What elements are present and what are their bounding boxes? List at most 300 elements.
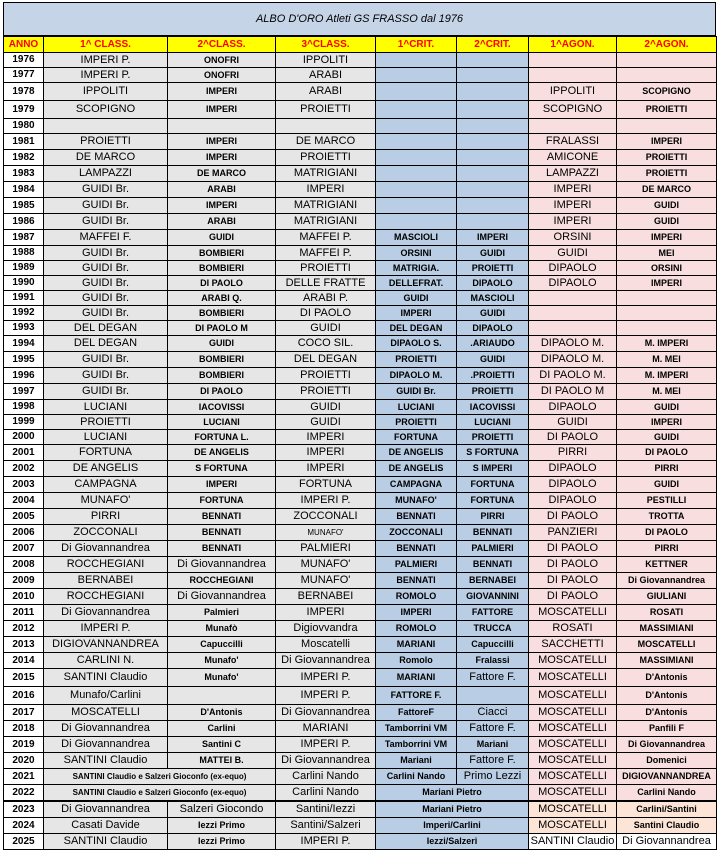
cell-anno: 2015	[4, 669, 44, 687]
table-row	[4, 818, 717, 834]
cell-agon-1: DI PAOLO	[529, 430, 617, 445]
cell-crit-1	[376, 198, 457, 214]
cell-anno: 1990	[4, 276, 44, 291]
cell-anno: 2020	[4, 753, 44, 769]
cell-class-1: DIGIOVANNANDREA	[44, 637, 168, 653]
cell-class-3: PROIETTI	[276, 150, 376, 166]
cell-agon-1: MOSCATELLI	[529, 721, 617, 737]
cell-class-2: Di Giovannandrea	[168, 557, 276, 573]
table-row	[4, 477, 717, 493]
header-1-class: 1^ CLASS.	[44, 37, 168, 53]
table-row	[4, 621, 717, 637]
cell-agon-1: DI PAOLO	[529, 541, 617, 557]
cell-anno: 1989	[4, 261, 44, 276]
cell-agon-1: SCOPIGNO	[529, 101, 617, 119]
cell-class-1: Casati Davide	[44, 818, 168, 834]
cell-agon-1: DI PAOLO M	[529, 384, 617, 400]
cell-agon-2: MOSCATELLI	[617, 637, 717, 653]
cell-agon-1: DIPAOLO	[529, 261, 617, 276]
cell-crit-2: .ARIAUDO	[457, 336, 529, 352]
cell-class-3: IPPOLITI	[276, 53, 376, 68]
cell-crit-1-2: Iezzi/Salzeri	[376, 834, 529, 850]
cell-agon-1: MOSCATELLI	[529, 769, 617, 785]
cell-crit-2: GUIDI	[457, 352, 529, 368]
cell-agon-2: IMPERI	[617, 134, 717, 150]
cell-crit-2: GUIDI	[457, 306, 529, 321]
cell-class-2: DE MARCO	[168, 166, 276, 182]
table-row	[4, 541, 717, 557]
cell-agon-2: DIGIOVANNANDREA	[617, 769, 717, 785]
cell-class-1: Di Giovannandrea	[44, 605, 168, 621]
cell-anno: 1999	[4, 415, 44, 430]
cell-class-1: GUIDI Br.	[44, 368, 168, 384]
cell-class-1: Munafo/Carlini	[44, 687, 168, 705]
cell-anno: 1983	[4, 166, 44, 182]
cell-class-3: MAFFEI P.	[276, 230, 376, 246]
cell-anno: 2008	[4, 557, 44, 573]
cell-crit-2: FORTUNA	[457, 493, 529, 509]
cell-agon-2	[617, 306, 717, 321]
cell-class-2: IMPERI	[168, 150, 276, 166]
cell-class-3: Di Giovannandrea	[276, 653, 376, 669]
cell-class-2	[168, 687, 276, 705]
cell-class-2: ARABI	[168, 214, 276, 230]
cell-agon-1: DIPAOLO	[529, 461, 617, 477]
cell-class-1: GUIDI Br.	[44, 246, 168, 261]
cell-crit-2: BENNATI	[457, 525, 529, 541]
cell-anno: 2009	[4, 573, 44, 589]
cell-anno: 1994	[4, 336, 44, 352]
cell-class-3: IMPERI	[276, 430, 376, 445]
cell-agon-1: DIPAOLO	[529, 400, 617, 415]
cell-agon-1: DI PAOLO	[529, 509, 617, 525]
cell-class-1: DEL DEGAN	[44, 336, 168, 352]
table-row	[4, 461, 717, 477]
cell-class-1: CARLINI N.	[44, 653, 168, 669]
cell-class-3: DEL DEGAN	[276, 352, 376, 368]
cell-class-3: MARIANI	[276, 721, 376, 737]
table-row	[4, 198, 717, 214]
cell-crit-1-2: Imperi/Carlini	[376, 818, 529, 834]
cell-crit-1-2: Mariani Pietro	[376, 801, 529, 818]
cell-class-3: Di Giovannandrea	[276, 705, 376, 721]
cell-anno: 2017	[4, 705, 44, 721]
cell-crit-1: LUCIANI	[376, 400, 457, 415]
table-row	[4, 214, 717, 230]
cell-crit-2	[457, 53, 529, 68]
cell-crit-1: GUIDI	[376, 291, 457, 306]
cell-anno: 2007	[4, 541, 44, 557]
cell-anno: 1978	[4, 83, 44, 101]
cell-agon-2: M. MEI	[617, 352, 717, 368]
cell-crit-1	[376, 214, 457, 230]
cell-class-2: GUIDI	[168, 336, 276, 352]
cell-agon-2	[617, 119, 717, 134]
cell-agon-2: KETTNER	[617, 557, 717, 573]
cell-class-2: BENNATI	[168, 525, 276, 541]
table-row	[4, 291, 717, 306]
cell-class-3: Digiovvandra	[276, 621, 376, 637]
cell-agon-2: PIRRI	[617, 461, 717, 477]
cell-crit-2: GIOVANNINI	[457, 589, 529, 605]
cell-agon-2: MASSIMIANI	[617, 621, 717, 637]
cell-crit-1: MARIANI	[376, 669, 457, 687]
cell-class-3: GUIDI	[276, 415, 376, 430]
cell-agon-1: MOSCATELLI	[529, 687, 617, 705]
cell-crit-1: FattoreF	[376, 705, 457, 721]
cell-class-2: BOMBIERI	[168, 368, 276, 384]
cell-crit-2: PROIETTI	[457, 430, 529, 445]
cell-crit-2: Ciacci	[457, 705, 529, 721]
cell-class-3: Moscatelli	[276, 637, 376, 653]
cell-class-3: PROIETTI	[276, 261, 376, 276]
cell-crit-2: DIPAOLO	[457, 276, 529, 291]
cell-agon-2: D'Antonis	[617, 669, 717, 687]
cell-class-3: IMPERI P.	[276, 669, 376, 687]
cell-agon-2: IMPERI	[617, 276, 717, 291]
cell-class-1: GUIDI Br.	[44, 352, 168, 368]
cell-class-2: GUIDI	[168, 230, 276, 246]
cell-agon-2: SCOPIGNO	[617, 83, 717, 101]
cell-agon-1: SACCHETTI	[529, 637, 617, 653]
cell-agon-1: SANTINI Claudio	[529, 834, 617, 850]
table-row	[4, 445, 717, 461]
cell-agon-2: Di Giovannandrea	[617, 737, 717, 753]
cell-class-1: CAMPAGNA	[44, 477, 168, 493]
cell-agon-1: MOSCATELLI	[529, 818, 617, 834]
table-row	[4, 246, 717, 261]
cell-anno: 1982	[4, 150, 44, 166]
table-row	[4, 306, 717, 321]
cell-class-1: Di Giovannandrea	[44, 737, 168, 753]
cell-agon-2: PESTILLI	[617, 493, 717, 509]
cell-crit-1: PALMIERI	[376, 557, 457, 573]
cell-crit-1	[376, 134, 457, 150]
cell-agon-1: MOSCATELLI	[529, 753, 617, 769]
cell-crit-2	[457, 150, 529, 166]
cell-agon-1	[529, 53, 617, 68]
cell-class-2: FORTUNA L.	[168, 430, 276, 445]
table-row	[4, 669, 717, 687]
cell-agon-2: Di Giovannandrea	[617, 834, 717, 850]
cell-class-2: ROCCHEGIANI	[168, 573, 276, 589]
cell-agon-1: MOSCATELLI	[529, 653, 617, 669]
cell-class-2: ARABI Q.	[168, 291, 276, 306]
cell-crit-1: Tamborrini VM	[376, 737, 457, 753]
cell-class-2: S FORTUNA	[168, 461, 276, 477]
cell-class-3	[276, 119, 376, 134]
cell-anno: 1985	[4, 198, 44, 214]
cell-crit-1: MUNAFO'	[376, 493, 457, 509]
cell-class-1: PIRRI	[44, 509, 168, 525]
cell-anno: 2014	[4, 653, 44, 669]
cell-class-2: ONOFRI	[168, 53, 276, 68]
cell-anno: 1997	[4, 384, 44, 400]
cell-agon-2: DI PAOLO	[617, 525, 717, 541]
cell-class-2: Salzeri Giocondo	[168, 801, 276, 818]
cell-class-3: GUIDI	[276, 321, 376, 336]
cell-crit-2	[457, 166, 529, 182]
cell-agon-1: DIPAOLO	[529, 493, 617, 509]
cell-anno: 2010	[4, 589, 44, 605]
cell-agon-1: IMPERI	[529, 198, 617, 214]
table-row	[4, 150, 717, 166]
cell-class-3: PROIETTI	[276, 101, 376, 119]
cell-agon-2: MEI	[617, 246, 717, 261]
header-3-class: 3^CLASS.	[276, 37, 376, 53]
cell-anno: 2006	[4, 525, 44, 541]
sheet-title: ALBO D'ORO Atleti GS FRASSO dal 1976	[3, 2, 716, 36]
cell-class-1	[44, 119, 168, 134]
cell-crit-2: FATTORE	[457, 605, 529, 621]
cell-class-3: PROIETTI	[276, 384, 376, 400]
cell-class-3: IMPERI P.	[276, 493, 376, 509]
cell-class-1: GUIDI Br.	[44, 384, 168, 400]
cell-crit-2: LUCIANI	[457, 415, 529, 430]
cell-crit-1	[376, 68, 457, 83]
cell-anno: 2023	[4, 801, 44, 818]
cell-class-1: Di Giovannandrea	[44, 721, 168, 737]
cell-class-2: DE ANGELIS	[168, 445, 276, 461]
cell-agon-1: AMICONE	[529, 150, 617, 166]
cell-class-2: DI PAOLO	[168, 384, 276, 400]
cell-anno: 2021	[4, 769, 44, 785]
cell-agon-1: GUIDI	[529, 246, 617, 261]
cell-agon-2: IMPERI	[617, 415, 717, 430]
cell-class-1: Di Giovannandrea	[44, 801, 168, 818]
cell-crit-1: GUIDI Br.	[376, 384, 457, 400]
cell-class-2: DI PAOLO	[168, 276, 276, 291]
cell-agon-2: Carlini/Santini	[617, 801, 717, 818]
cell-class-3: GUIDI	[276, 400, 376, 415]
cell-crit-1: Tamborrini VM	[376, 721, 457, 737]
cell-anno: 1992	[4, 306, 44, 321]
header-2-class: 2^CLASS.	[168, 37, 276, 53]
cell-anno: 1986	[4, 214, 44, 230]
cell-class-1: ROCCHEGIANI	[44, 557, 168, 573]
cell-crit-2: GUIDI	[457, 246, 529, 261]
cell-agon-2: GUIDI	[617, 430, 717, 445]
cell-agon-1: PIRRI	[529, 445, 617, 461]
cell-anno: 1988	[4, 246, 44, 261]
cell-class-1: SANTINI Claudio	[44, 753, 168, 769]
header-1-agon: 1^AGON.	[529, 37, 617, 53]
cell-crit-2: Capuccilli	[457, 637, 529, 653]
cell-class-1-2: SANTINI Claudio e Salzeri Gioconfo (ex-equo)	[44, 785, 276, 802]
table-row	[4, 83, 717, 101]
cell-class-1: GUIDI Br.	[44, 276, 168, 291]
table-row	[4, 589, 717, 605]
cell-class-1: FORTUNA	[44, 445, 168, 461]
cell-class-1: IMPERI P.	[44, 68, 168, 83]
cell-agon-2: PROIETTI	[617, 101, 717, 119]
cell-agon-2	[617, 291, 717, 306]
cell-class-1: SANTINI Claudio	[44, 834, 168, 850]
table-row	[4, 352, 717, 368]
cell-class-2: DI PAOLO M	[168, 321, 276, 336]
cell-agon-2: Carlini Nando	[617, 785, 717, 802]
cell-crit-1	[376, 101, 457, 119]
cell-anno: 2019	[4, 737, 44, 753]
cell-crit-1-2: Mariani Pietro	[376, 785, 529, 802]
table-row	[4, 182, 717, 198]
cell-crit-2	[457, 101, 529, 119]
cell-agon-1: FRALASSI	[529, 134, 617, 150]
table-row	[4, 53, 717, 68]
cell-agon-1: DIPAOLO	[529, 276, 617, 291]
cell-class-3: MUNAFO'	[276, 557, 376, 573]
cell-agon-1: DI PAOLO M.	[529, 368, 617, 384]
cell-agon-2: M. IMPERI	[617, 368, 717, 384]
header-anno: ANNO	[4, 37, 44, 53]
cell-class-3: IMPERI	[276, 445, 376, 461]
cell-class-2: BOMBIERI	[168, 352, 276, 368]
cell-agon-1	[529, 291, 617, 306]
cell-crit-2: PROIETTI	[457, 261, 529, 276]
cell-agon-1: MOSCATELLI	[529, 669, 617, 687]
cell-crit-2	[457, 214, 529, 230]
table-row	[4, 737, 717, 753]
cell-crit-2: TRUCCA	[457, 621, 529, 637]
cell-crit-1: ROMOLO	[376, 589, 457, 605]
cell-class-2: BENNATI	[168, 509, 276, 525]
cell-class-3: ARABI P.	[276, 291, 376, 306]
cell-class-2: IACOVISSI	[168, 400, 276, 415]
cell-crit-2: MASCIOLI	[457, 291, 529, 306]
table-row	[4, 687, 717, 705]
cell-crit-2	[457, 182, 529, 198]
cell-class-3: MATRIGIANI	[276, 214, 376, 230]
cell-class-3: Di Giovannandrea	[276, 753, 376, 769]
cell-agon-1: MOSCATELLI	[529, 605, 617, 621]
cell-agon-2: M. MEI	[617, 384, 717, 400]
cell-crit-2	[457, 687, 529, 705]
cell-crit-1: MATRIGIA.	[376, 261, 457, 276]
cell-class-3: MATRIGIANI	[276, 198, 376, 214]
header-row	[4, 37, 717, 53]
table-row	[4, 384, 717, 400]
cell-class-1: GUIDI Br.	[44, 214, 168, 230]
cell-class-2: D'Antonis	[168, 705, 276, 721]
cell-class-1: DEL DEGAN	[44, 321, 168, 336]
cell-class-3: BERNABEI	[276, 589, 376, 605]
table-row	[4, 430, 717, 445]
cell-agon-2: GUIDI	[617, 477, 717, 493]
cell-crit-1: Carlini Nando	[376, 769, 457, 785]
cell-class-1: PROIETTI	[44, 415, 168, 430]
cell-agon-2: GUIDI	[617, 400, 717, 415]
cell-agon-1: MOSCATELLI	[529, 737, 617, 753]
cell-class-1: DE ANGELIS	[44, 461, 168, 477]
cell-class-1: IMPERI P.	[44, 621, 168, 637]
cell-class-2: Munafo'	[168, 653, 276, 669]
cell-class-3: PROIETTI	[276, 368, 376, 384]
header-2-agon: 2^AGON.	[617, 37, 717, 53]
table-row	[4, 261, 717, 276]
cell-agon-2: DI PAOLO	[617, 445, 717, 461]
cell-crit-1: IMPERI	[376, 306, 457, 321]
cell-agon-2: M. IMPERI	[617, 336, 717, 352]
table-row	[4, 321, 717, 336]
cell-agon-1: IMPERI	[529, 214, 617, 230]
cell-agon-1: DI PAOLO	[529, 589, 617, 605]
cell-agon-2: ROSATI	[617, 605, 717, 621]
table-row	[4, 637, 717, 653]
cell-agon-2: GUIDI	[617, 214, 717, 230]
cell-crit-1: DEL DEGAN	[376, 321, 457, 336]
cell-anno: 1996	[4, 368, 44, 384]
honor-roll-sheet	[3, 2, 716, 850]
cell-crit-1: ORSINI	[376, 246, 457, 261]
cell-crit-1: DE ANGELIS	[376, 445, 457, 461]
cell-crit-1: IMPERI	[376, 605, 457, 621]
cell-class-1: BERNABEI	[44, 573, 168, 589]
cell-crit-1	[376, 119, 457, 134]
cell-class-1: SCOPIGNO	[44, 101, 168, 119]
table-row	[4, 134, 717, 150]
cell-agon-2: MASSIMIANI	[617, 653, 717, 669]
header-2-crit: 2^CRIT.	[457, 37, 529, 53]
cell-class-1: SANTINI Claudio	[44, 669, 168, 687]
cell-crit-1: Mariani	[376, 753, 457, 769]
cell-anno: 2011	[4, 605, 44, 621]
cell-agon-1: PANZIERI	[529, 525, 617, 541]
cell-crit-2	[457, 198, 529, 214]
cell-class-1-2: SANTINI Claudio e Salzeri Gioconfo (ex-equo)	[44, 769, 276, 785]
table-row	[4, 605, 717, 621]
cell-anno: 2022	[4, 785, 44, 802]
table-row	[4, 753, 717, 769]
cell-crit-2: IACOVISSI	[457, 400, 529, 415]
cell-agon-2	[617, 53, 717, 68]
table-row	[4, 785, 717, 802]
cell-crit-1: Romolo	[376, 653, 457, 669]
cell-crit-2: Primo Lezzi	[457, 769, 529, 785]
cell-class-3: DE MARCO	[276, 134, 376, 150]
cell-agon-2: D'Antonis	[617, 705, 717, 721]
cell-anno: 1979	[4, 101, 44, 119]
cell-anno: 2001	[4, 445, 44, 461]
cell-crit-2	[457, 83, 529, 101]
cell-class-2: IMPERI	[168, 198, 276, 214]
cell-class-2: Di Giovannandrea	[168, 589, 276, 605]
cell-agon-1: DI PAOLO	[529, 573, 617, 589]
cell-agon-1: LAMPAZZI	[529, 166, 617, 182]
cell-anno: 1998	[4, 400, 44, 415]
table-row	[4, 801, 717, 818]
cell-agon-2: Panfili F	[617, 721, 717, 737]
cell-class-2: Santini C	[168, 737, 276, 753]
cell-agon-1: MOSCATELLI	[529, 705, 617, 721]
cell-agon-1: DI PAOLO	[529, 557, 617, 573]
table-row	[4, 721, 717, 737]
table-row	[4, 101, 717, 119]
cell-crit-1: DE ANGELIS	[376, 461, 457, 477]
table-row	[4, 557, 717, 573]
table-row	[4, 653, 717, 669]
cell-class-3: MUNAFO'	[276, 525, 376, 541]
cell-class-3: Santini/Iezzi	[276, 801, 376, 818]
table-row	[4, 769, 717, 785]
cell-agon-2: Domenici	[617, 753, 717, 769]
cell-agon-1	[529, 321, 617, 336]
cell-crit-1: BENNATI	[376, 573, 457, 589]
table-row	[4, 493, 717, 509]
cell-class-3: ARABI	[276, 83, 376, 101]
cell-agon-2: GIULIANI	[617, 589, 717, 605]
cell-anno: 1995	[4, 352, 44, 368]
cell-anno: 1987	[4, 230, 44, 246]
